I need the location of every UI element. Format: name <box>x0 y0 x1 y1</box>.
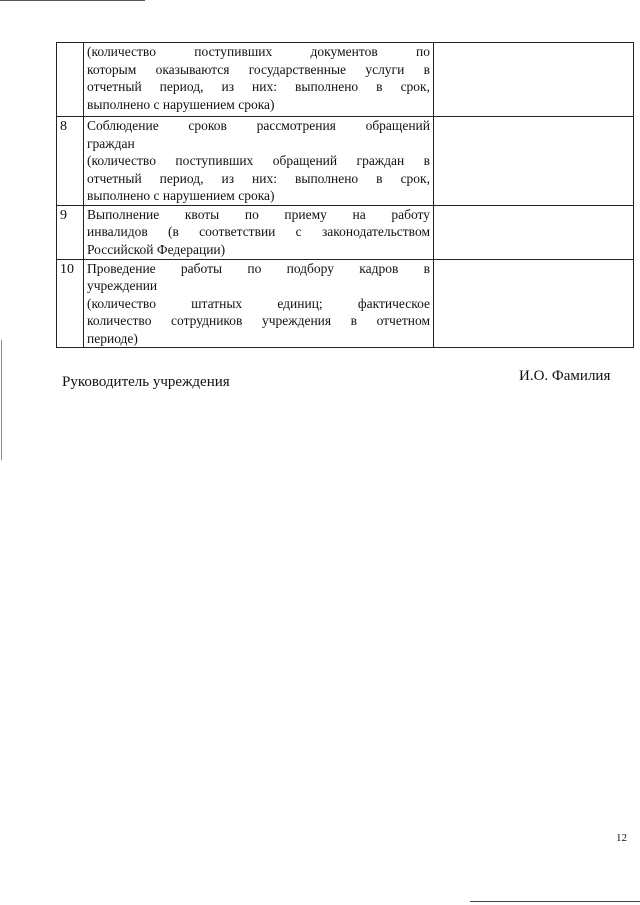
indicator-description-cell <box>84 259 434 348</box>
indicator-value-cell <box>434 259 634 348</box>
row-number-cell: 9 <box>57 205 84 259</box>
indicator-value-cell <box>434 205 634 259</box>
description-line: Проведение работы по подбору кадров в <box>87 260 430 276</box>
indicator-description-cell <box>84 43 434 117</box>
description-line: отчетный период, из них: выполнено в срок, <box>87 170 430 186</box>
signatory-name: И.О. Фамилия <box>519 368 611 384</box>
table-row <box>57 205 634 259</box>
description-line: Соблюдение сроков рассмотрения обращений <box>87 118 430 133</box>
row-number-cell <box>57 43 84 117</box>
description-line: (количество поступивших документов по <box>87 44 430 59</box>
description-line: учреждении <box>87 278 158 293</box>
description-line: (количество поступивших обращений граждан в <box>87 153 430 168</box>
description-line: инвалидов (в соответствии с законодательством <box>87 224 430 239</box>
scan-edge-line-bottom <box>470 901 640 902</box>
description-line: количество сотрудников учреждения в отчетном <box>87 313 430 328</box>
row-number-cell: 10 <box>57 259 84 348</box>
description-line: периоде) <box>87 330 138 346</box>
signatory-role: Руководитель учреждения <box>62 374 230 390</box>
scan-edge-line-top <box>0 0 145 1</box>
scan-edge-line-left <box>1 340 2 460</box>
table-row <box>57 117 634 206</box>
row-number-cell: 8 <box>57 117 84 206</box>
indicator-value-cell <box>434 43 634 117</box>
indicator-description-cell <box>84 205 434 259</box>
description-line: граждан <box>87 135 135 151</box>
description-line: отчетный период, из них: выполнено в срок, <box>87 79 430 94</box>
description-line: выполнено с нарушением срока) <box>87 188 275 203</box>
page-number: 12 <box>616 832 627 844</box>
description-line: (количество штатных единиц; фактическое <box>87 295 430 311</box>
description-line: выполнено с нарушением срока) <box>87 96 275 112</box>
description-line: Российской Федерации) <box>87 241 226 257</box>
table-row <box>57 259 634 348</box>
table-row <box>57 43 634 117</box>
indicator-description-cell <box>84 117 434 206</box>
description-line: Выполнение квоты по приему на работу <box>87 206 430 222</box>
description-line: которым оказываются государственные услуги в <box>87 61 430 77</box>
indicator-value-cell <box>434 117 634 206</box>
report-table <box>56 42 634 348</box>
